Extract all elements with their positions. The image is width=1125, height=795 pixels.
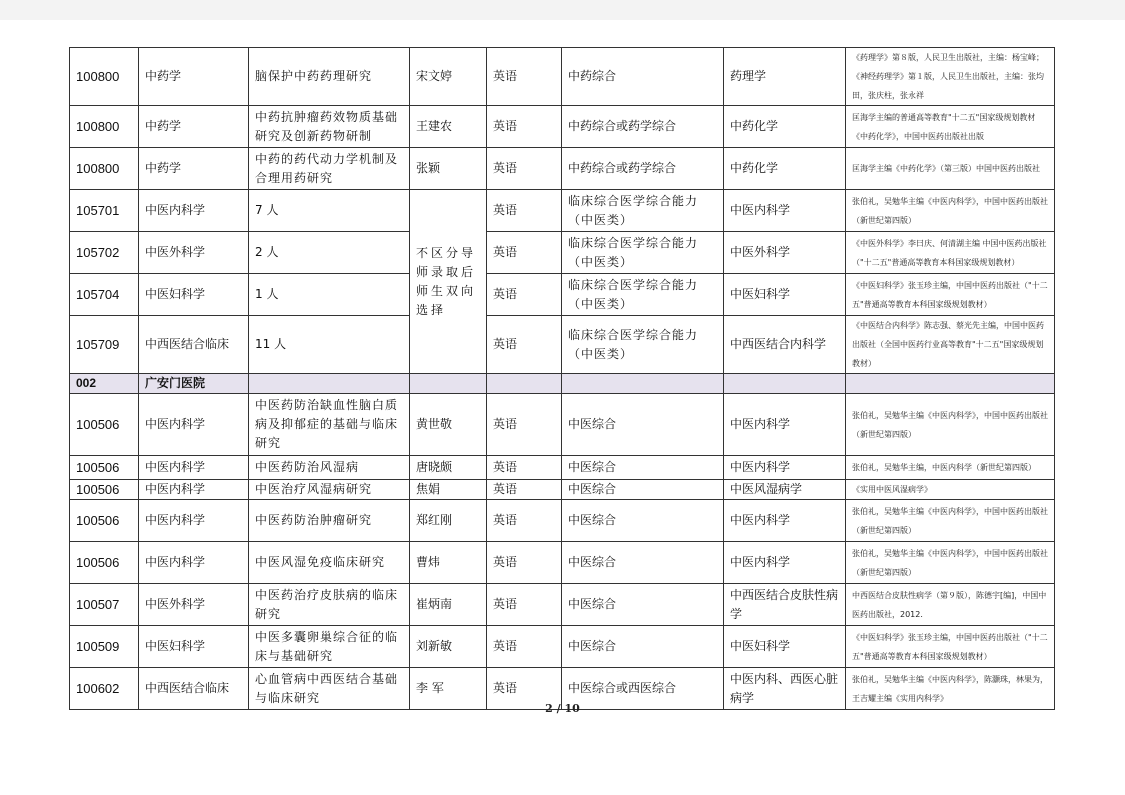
foreign-language: 英语 — [487, 456, 562, 480]
reference-books: 张伯礼，吴勉华主编《中医内科学》，中国中医药出版社（新世纪第四版） — [846, 542, 1055, 584]
table-row — [70, 190, 1055, 232]
major-name: 中药学 — [139, 148, 249, 190]
enrollment-count: 11 人 — [249, 316, 410, 374]
major-code: 105702 — [70, 232, 139, 274]
tutor-name: 李 军 — [410, 668, 487, 710]
major-name: 中医外科学 — [139, 584, 249, 626]
major-name: 中药学 — [139, 48, 249, 106]
major-name: 中医妇科学 — [139, 274, 249, 316]
reference-books: 张伯礼，吴勉华主编《中医内科学》，陈灏珠，林果为，王吉耀主编《实用内科学》 — [846, 668, 1055, 710]
table-row — [70, 626, 1055, 668]
retest-subject: 中医内科学 — [724, 542, 846, 584]
retest-subject: 中医内科学 — [724, 500, 846, 542]
retest-subject: 中医妇科学 — [724, 626, 846, 668]
research-direction: 心血管病中西医结合基础与临床研究 — [249, 668, 410, 710]
page-number: 2 / 10 — [545, 702, 580, 715]
top-margin — [0, 0, 1125, 20]
table-row — [70, 480, 1055, 500]
exam-subject: 中医综合 — [562, 480, 724, 500]
reference-books: 《中医结合内科学》陈志强、蔡光先主编，中国中医药出版社（全国中医药行业高等教育"十二五"国家级规划教材） — [846, 316, 1055, 374]
tutor-name: 崔炳南 — [410, 584, 487, 626]
retest-subject: 中药化学 — [724, 106, 846, 148]
foreign-language: 英语 — [487, 148, 562, 190]
exam-subject: 中医综合 — [562, 584, 724, 626]
reference-books: 《药理学》第８版，人民卫生出版社，主编：杨宝峰；《神经药理学》第１版，人民卫生出版社，主编：张均田，张庆柱，张永祥 — [846, 48, 1055, 106]
research-direction: 中药抗肿瘤药效物质基础研究及创新药物研制 — [249, 106, 410, 148]
enrollment-count: 1 人 — [249, 274, 410, 316]
exam-subject: 中医综合 — [562, 456, 724, 480]
exam-subject: 中药综合或药学综合 — [562, 106, 724, 148]
research-direction: 中药的药代动力学机制及合理用药研究 — [249, 148, 410, 190]
major-code: 100800 — [70, 48, 139, 106]
foreign-language: 英语 — [487, 48, 562, 106]
major-code: 100509 — [70, 626, 139, 668]
table-row — [70, 106, 1055, 148]
major-name: 中医内科学 — [139, 190, 249, 232]
reference-books: 张伯礼，吴勉华主编《中医内科学》，中国中医药出版社（新世纪第四版） — [846, 190, 1055, 232]
exam-subject: 中医综合 — [562, 394, 724, 456]
enrollment-count: 7 人 — [249, 190, 410, 232]
retest-subject: 中医妇科学 — [724, 274, 846, 316]
reference-books: 《中医妇科学》张玉珍主编，中国中医药出版社（"十二五"普通高等教育本科国家级规划教材） — [846, 274, 1055, 316]
major-code: 100506 — [70, 500, 139, 542]
retest-subject: 中医内科、西医心脏病学 — [724, 668, 846, 710]
major-name: 中西医结合临床 — [139, 668, 249, 710]
exam-subject: 中医综合 — [562, 500, 724, 542]
major-name: 中医外科学 — [139, 232, 249, 274]
research-direction: 中医药防治缺血性脑白质病及抑郁症的基础与临床研究 — [249, 394, 410, 456]
major-code: 100506 — [70, 480, 139, 500]
foreign-language: 英语 — [487, 274, 562, 316]
hospital-group-row — [70, 374, 1055, 394]
retest-subject: 中医内科学 — [724, 456, 846, 480]
research-direction: 中医治疗风湿病研究 — [249, 480, 410, 500]
foreign-language: 英语 — [487, 500, 562, 542]
foreign-language: 英语 — [487, 232, 562, 274]
major-code: 100506 — [70, 456, 139, 480]
table-row — [70, 394, 1055, 456]
reference-books: 张伯礼，吴勉华主编《中医内科学》，中国中医药出版社（新世纪第四版） — [846, 394, 1055, 456]
tutor-name: 郑红刚 — [410, 500, 487, 542]
major-code: 105701 — [70, 190, 139, 232]
table-row — [70, 148, 1055, 190]
research-direction: 中医药治疗皮肤病的临床研究 — [249, 584, 410, 626]
exam-subject: 中医综合 — [562, 626, 724, 668]
major-code: 100800 — [70, 106, 139, 148]
table-row — [70, 500, 1055, 542]
retest-subject: 中医外科学 — [724, 232, 846, 274]
major-code: 100506 — [70, 394, 139, 456]
reference-books: 张伯礼，吴勉华主编，中医内科学（新世纪第四版） — [846, 456, 1055, 480]
table-row — [70, 584, 1055, 626]
research-direction: 脑保护中药药理研究 — [249, 48, 410, 106]
exam-subject: 临床综合医学综合能力（中医类） — [562, 274, 724, 316]
major-code: 105704 — [70, 274, 139, 316]
major-name: 中医内科学 — [139, 480, 249, 500]
tutor-name: 张颖 — [410, 148, 487, 190]
major-name: 中西医结合临床 — [139, 316, 249, 374]
major-name: 中医内科学 — [139, 542, 249, 584]
retest-subject: 中西医结合内科学 — [724, 316, 846, 374]
tutor-name: 黄世敬 — [410, 394, 487, 456]
major-code: 100507 — [70, 584, 139, 626]
foreign-language: 英语 — [487, 626, 562, 668]
major-name: 中医内科学 — [139, 456, 249, 480]
research-direction: 中医药防治肿瘤研究 — [249, 500, 410, 542]
reference-books: 《中医妇科学》张玉珍主编，中国中医药出版社（"十二五"普通高等教育本科国家级规划教材） — [846, 626, 1055, 668]
tutor-name: 宋文婷 — [410, 48, 487, 106]
admission-table — [69, 47, 1055, 710]
research-direction: 中医多囊卵巢综合征的临床与基础研究 — [249, 626, 410, 668]
foreign-language: 英语 — [487, 542, 562, 584]
table-row — [70, 232, 1055, 274]
retest-subject: 中医内科学 — [724, 190, 846, 232]
enrollment-count: 2 人 — [249, 232, 410, 274]
foreign-language: 英语 — [487, 316, 562, 374]
major-name: 中药学 — [139, 106, 249, 148]
foreign-language: 英语 — [487, 480, 562, 500]
exam-subject: 中药综合或药学综合 — [562, 148, 724, 190]
exam-subject: 临床综合医学综合能力（中医类） — [562, 316, 724, 374]
exam-subject: 中药综合 — [562, 48, 724, 106]
foreign-language: 英语 — [487, 106, 562, 148]
reference-books: 《实用中医风湿病学》 — [846, 480, 1055, 500]
research-direction: 中医药防治风湿病 — [249, 456, 410, 480]
major-name: 中医妇科学 — [139, 626, 249, 668]
retest-subject: 药理学 — [724, 48, 846, 106]
retest-subject: 中医内科学 — [724, 394, 846, 456]
major-code: 100800 — [70, 148, 139, 190]
table-row — [70, 274, 1055, 316]
table-row — [70, 48, 1055, 106]
foreign-language: 英语 — [487, 394, 562, 456]
merged-tutor-note: 不区分导师录取后师生双向选择 — [410, 190, 487, 374]
retest-subject: 中药化学 — [724, 148, 846, 190]
tutor-name: 唐晓颇 — [410, 456, 487, 480]
major-code: 100602 — [70, 668, 139, 710]
retest-subject: 中医风湿病学 — [724, 480, 846, 500]
foreign-language: 英语 — [487, 584, 562, 626]
reference-books: 匡海学主编《中药化学》（第三版）中国中医药出版社 — [846, 148, 1055, 190]
reference-books: 《中医外科学》李曰庆、何清湖主编 中国中医药出版社（"十二五"普通高等教育本科国家级规划教材） — [846, 232, 1055, 274]
table-row — [70, 316, 1055, 374]
exam-subject: 临床综合医学综合能力（中医类） — [562, 190, 724, 232]
retest-subject: 中西医结合皮肤性病学 — [724, 584, 846, 626]
tutor-name: 王建农 — [410, 106, 487, 148]
reference-books: 张伯礼，吴勉华主编《中医内科学》，中国中医药出版社（新世纪第四版） — [846, 500, 1055, 542]
table-row — [70, 542, 1055, 584]
major-code: 105709 — [70, 316, 139, 374]
group-code: 002 — [70, 374, 139, 394]
reference-books: 匡海学主编的普通高等教育"十二五"国家级规划教材《中药化学》，中国中医药出版社出版 — [846, 106, 1055, 148]
major-name: 中医内科学 — [139, 500, 249, 542]
research-direction: 中医风湿免疫临床研究 — [249, 542, 410, 584]
exam-subject: 中医综合 — [562, 542, 724, 584]
major-code: 100506 — [70, 542, 139, 584]
exam-subject: 临床综合医学综合能力（中医类） — [562, 232, 724, 274]
exam-subject: 中医综合或西医综合 — [562, 668, 724, 710]
foreign-language: 英语 — [487, 190, 562, 232]
tutor-name: 刘新敏 — [410, 626, 487, 668]
group-name: 广安门医院 — [139, 374, 249, 394]
table-row — [70, 456, 1055, 480]
tutor-name: 曹炜 — [410, 542, 487, 584]
major-name: 中医内科学 — [139, 394, 249, 456]
reference-books: 中西医结合皮肤性病学（第９版），陈德宇[编]，中国中医药出版社，2012. — [846, 584, 1055, 626]
tutor-name: 焦娟 — [410, 480, 487, 500]
foreign-language: 英语 — [487, 668, 562, 710]
